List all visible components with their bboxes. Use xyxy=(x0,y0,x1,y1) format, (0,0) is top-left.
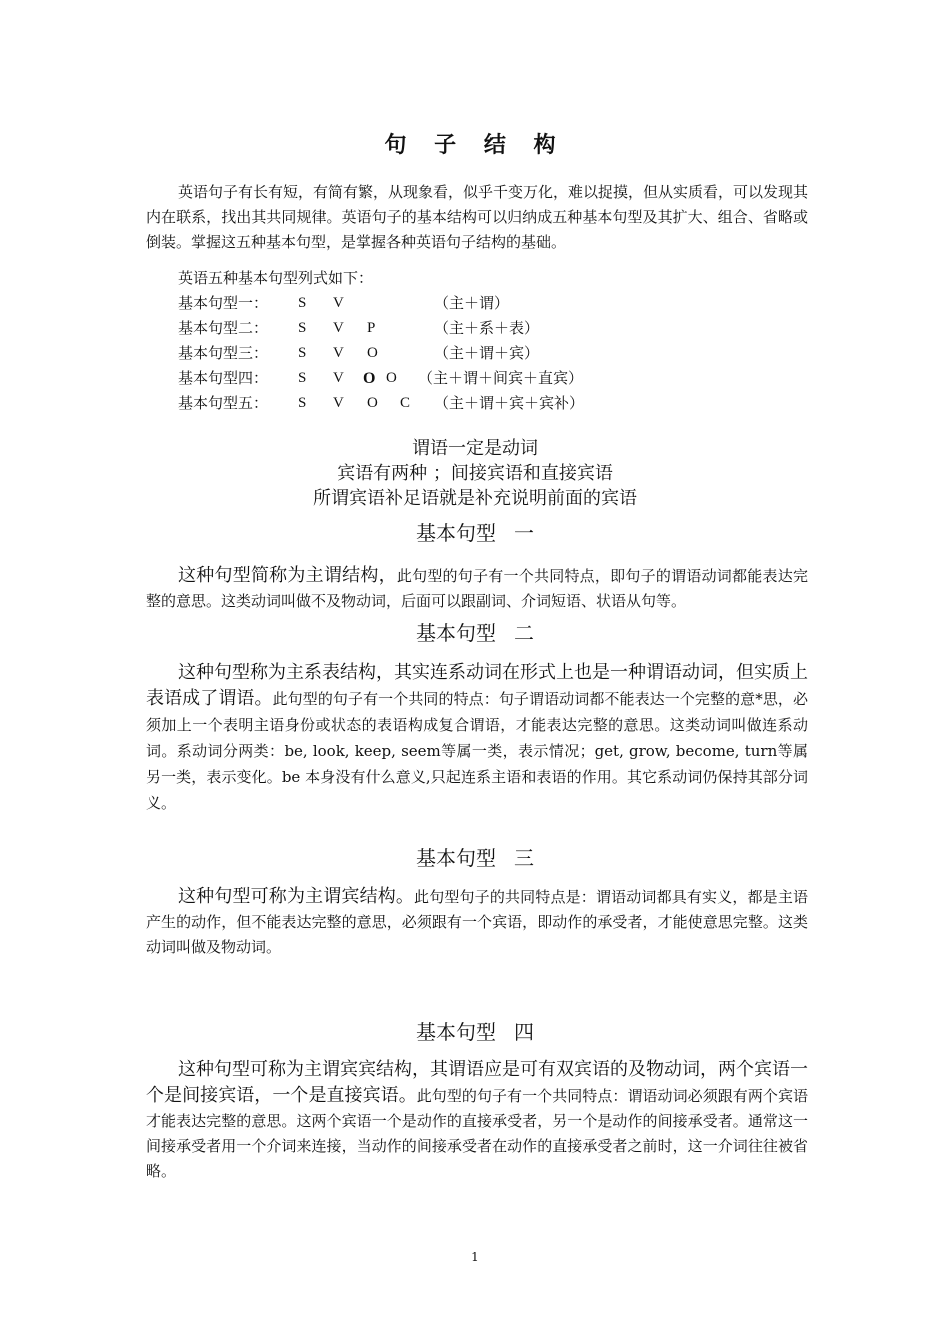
pattern-code: O xyxy=(367,345,378,361)
pattern-row xyxy=(178,316,778,341)
pattern-code: O xyxy=(363,370,376,387)
pattern-code: S xyxy=(298,320,307,336)
section-heading xyxy=(0,1016,950,1045)
pattern-label: 基本句型四： xyxy=(178,369,269,387)
pattern-label: 基本句型五： xyxy=(178,394,269,412)
pattern-label: 基本句型二： xyxy=(178,319,269,337)
page-number: 1 xyxy=(471,1250,479,1264)
section-heading-text: 基本句型 xyxy=(416,621,496,645)
section-heading xyxy=(0,842,950,871)
pattern-code: O xyxy=(367,395,378,411)
pattern-explain: （主＋谓） xyxy=(434,294,510,312)
section-heading-number: 三 xyxy=(514,846,534,870)
section-body: 此句型的句子有一个共同的特点：句子谓语动词都不能表达一个完整的意*思，必须加上一个表明主语身份或状态的表语构成复合谓语，才能表达完整的意思。这类动词叫做连系动词。系动词分两类：be, look, keep, seem等属一类，表示情况；get, grow, become, turn等属另一类，表示变化。be 本身没有什么意义,只起连系主语和表语的作用。其它系动词仍保持其部分词义。 xyxy=(146,690,809,812)
pattern-explain: （主＋谓＋宾） xyxy=(434,344,540,362)
note-line: 所谓宾语补足语就是补充说明前面的宾语 xyxy=(313,488,637,509)
pattern-row xyxy=(178,366,778,391)
section-lead: 这种句型称为主系表结构，其实连系动词在形式上也是一种谓语动词，但实质上表语成了谓语。 xyxy=(146,662,808,709)
pattern-code: S xyxy=(298,345,307,361)
section-heading-text: 基本句型 xyxy=(416,846,496,870)
section-heading-number: 四 xyxy=(514,1020,534,1044)
pattern-explain: （主＋谓＋间宾＋直宾） xyxy=(418,369,584,387)
pattern-code: V xyxy=(333,320,344,336)
pattern-code: S xyxy=(298,395,307,411)
pattern-row xyxy=(178,391,778,416)
section-heading-text: 基本句型 xyxy=(416,1020,496,1044)
section-paragraph xyxy=(146,1057,808,1184)
section-body: 此句型句子的共同特点是：谓语动词都具有实义，都是主语产生的动作，但不能表达完整的意思，必须跟有一个宾语，即动作的承受者，才能使意思完整。这类动词叫做及物动词。 xyxy=(146,888,808,956)
pattern-row xyxy=(178,341,778,366)
section-paragraph xyxy=(146,660,808,816)
section-body: 此句型的句子有一个共同特点：谓语动词必须跟有两个宾语才能表达完整的意思。这两个宾语一个是动作的直接承受者，另一个是动作的间接承受者。通常这一间接承受者用一个介词来连接，当动作的间接承受者在动作的直接承受者之前时，这一介词往往被省略。 xyxy=(146,1087,808,1180)
pattern-code: C xyxy=(400,395,411,411)
section-lead: 这种句型简称为主谓结构， xyxy=(178,565,397,586)
pattern-label: 基本句型三： xyxy=(178,344,269,362)
note-line: 谓语一定是动词 xyxy=(412,438,538,459)
pattern-explain: （主＋谓＋宾＋宾补） xyxy=(434,394,585,412)
page-title: 句 子 结 构 xyxy=(384,133,566,158)
section-body: 此句型的句子有一个共同特点，即句子的谓语动词都能表达完整的意思。这类动词叫做不及物动词，后面可以跟副词、介词短语、状语从句等。 xyxy=(146,567,808,610)
pattern-list-intro: 英语五种基本句型列式如下： xyxy=(178,269,374,287)
intro-paragraph: 英语句子有长有短，有简有繁，从现象看，似乎千变万化，难以捉摸，但从实质看，可以发现其内在联系，找出其共同规律。英语句子的基本结构可以归纳成五种基本句型及其扩大、组合、省略或倒装。掌握这五种基本句型，是掌握各种英语句子结构的基础。 xyxy=(146,183,809,251)
section-paragraph xyxy=(146,884,808,960)
section-heading xyxy=(0,517,950,546)
pattern-code: S xyxy=(298,370,307,386)
note-line: 宾语有两种 ；间接宾语和直接宾语 xyxy=(337,463,613,484)
section-heading-text: 基本句型 xyxy=(416,521,496,545)
pattern-code: V xyxy=(333,345,344,361)
pattern-list xyxy=(178,266,778,416)
pattern-code: S xyxy=(298,295,307,311)
pattern-code: P xyxy=(367,320,376,336)
section-heading-number: 一 xyxy=(514,521,534,545)
pattern-code: V xyxy=(333,395,344,411)
pattern-code: V xyxy=(333,370,344,386)
section-lead: 这种句型可称为主谓宾结构。 xyxy=(178,886,415,907)
section-lead: 这种句型可称为主谓宾宾结构，其谓语应是可有双宾语的及物动词，两个宾语一个是间接宾语，一个是直接宾语。 xyxy=(146,1059,808,1106)
pattern-explain: （主＋系＋表） xyxy=(434,319,540,337)
pattern-label: 基本句型一： xyxy=(178,294,269,312)
pattern-code: V xyxy=(333,295,344,311)
section-paragraph xyxy=(146,563,808,614)
section-heading xyxy=(0,617,950,646)
pattern-code: O xyxy=(386,370,397,386)
section-heading-number: 二 xyxy=(514,621,534,645)
pattern-row xyxy=(178,291,778,316)
